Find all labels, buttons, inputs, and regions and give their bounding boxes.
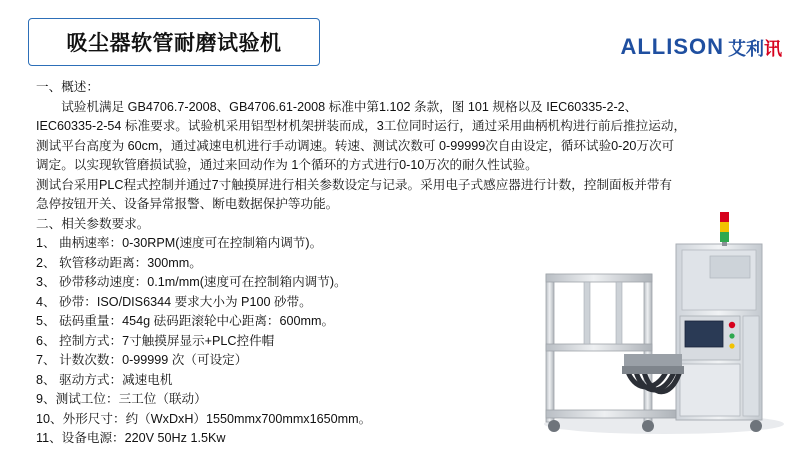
- param-item: 7、 计数次数：0-99999 次（可设定）: [36, 353, 248, 367]
- overview-heading: 一、概述：: [36, 80, 99, 94]
- params-heading: 二、相关参数要求。: [36, 216, 150, 231]
- overview-paragraph: 急停按钮开关、设备异常报警、断电数据保护等功能。: [36, 197, 339, 211]
- param-item: 10、外形尺寸：约（WxDxH）1550mmx700mmx1650mm。: [36, 411, 372, 426]
- machine-photo-image: [524, 196, 792, 446]
- brand-logo: [620, 36, 782, 58]
- logo-chinese-prefix: 艾利: [728, 39, 764, 59]
- param-item: 3、 砂带移动速度：0.1m/mm(速度可在控制箱内调节)。: [36, 275, 347, 289]
- param-item: 6、 控制方式：7寸触摸屏显示+PLC控件帽: [36, 333, 275, 348]
- logo-chinese-text: [728, 40, 782, 58]
- overview-paragraph: 调定。以实现软管磨损试验，通过来回动作为 1个循环的方式进行0-10万次的耐久性试验。: [36, 158, 538, 172]
- param-item: 11、设备电源：220V 50Hz 1.5Kw: [36, 431, 226, 445]
- logo-chinese-highlight: 讯: [764, 39, 782, 59]
- logo-english-text: ALLISON: [620, 34, 724, 59]
- param-item: 2、 软管移动距离：300mm。: [36, 255, 202, 270]
- param-item: 1、 曲柄速率：0-30RPM(速度可在控制箱内调节)。: [36, 236, 323, 250]
- param-item: 9、测试工位：三工位（联动）: [36, 392, 207, 406]
- page-title-box: [28, 18, 320, 66]
- param-item: 8、 驱动方式：减速电机: [36, 372, 173, 387]
- page-title: 吸尘器软管耐磨试验机: [66, 32, 282, 55]
- param-item: 5、 砝码重量：454g 砝码距滚轮中心距离：600mm。: [36, 314, 335, 328]
- overview-paragraph: 测试平台高度为 60cm，通过减速电机进行手动调速。转速、测试次数可 0-99999次自由设定，循环试验0-20万次可: [36, 138, 675, 153]
- param-item: 4、 砂带：ISO/DIS6344 要求大小为 P100 砂带。: [36, 294, 312, 309]
- machine-photo: [524, 196, 792, 446]
- overview-paragraph: 试验机满足 GB4706.7-2008、GB4706.61-2008 标准中第1.102 条款，图 101 规格以及 IEC60335-2-2、: [61, 99, 638, 114]
- overview-paragraph: 测试台采用PLC程式控制并通过7寸触摸屏进行相关参数设定与记录。采用电子式感应器进行计数，控制面板并带有: [36, 177, 673, 192]
- overview-paragraph: IEC60335-2-54 标准要求。试验机采用铝型材机架拼装而成，3工位同时运行，通过采用曲柄机构进行前后推拉运动，: [36, 119, 687, 133]
